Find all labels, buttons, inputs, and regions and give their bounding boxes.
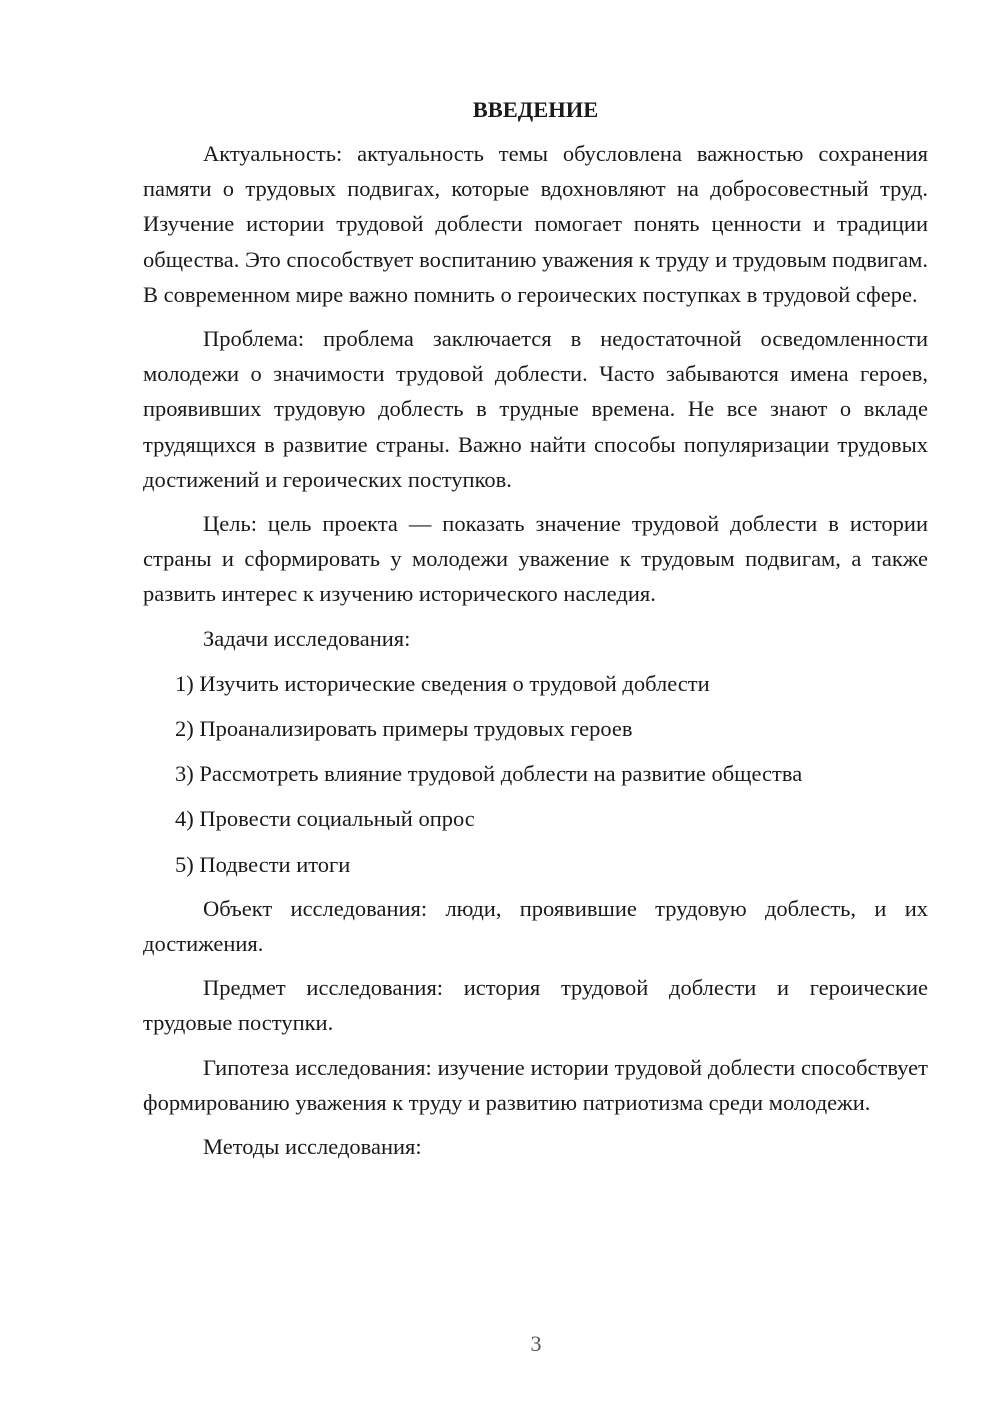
document-page (143, 92, 928, 1164)
list-item: 4) Провести социальный опрос (175, 806, 475, 832)
list-item: 3) Рассмотреть влияние трудовой доблести на развитие общества (175, 761, 803, 787)
object-paragraph: Объект исследования: люди, проявившие трудовую доблесть, и их достижения. (143, 895, 928, 957)
list-item: 2) Проанализировать примеры трудовых героев (175, 716, 633, 742)
tasks-list (143, 666, 928, 882)
methods-heading: Методы исследования: (203, 1134, 422, 1160)
goal-paragraph: Цель: цель проекта — показать значение трудовой доблести в истории страны и сформировать у молодежи уважение к трудовым подвигам, а также развить интерес к изучению исторического наследия. (143, 511, 928, 607)
list-item: 5) Подвести итоги (175, 851, 351, 877)
problem-paragraph: Проблема: проблема заключается в недостаточной осведомленности молодежи о значимости трудовой доблести. Часто забываются имена героев, проявивших трудовую доблесть в трудные времена. Не все знают о вкладе трудящихся в развитие страны. Важно найти способы популяризации трудовых достижений и героических поступков. (143, 326, 928, 492)
hypothesis-paragraph: Гипотеза исследования: изучение истории трудовой доблести способствует формированию уважения к труду и развитию патриотизма среди молодежи. (143, 1054, 928, 1115)
tasks-heading: Задачи исследования: (203, 625, 411, 651)
page-number: 3 (530, 1331, 542, 1356)
relevance-paragraph: Актуальность: актуальность темы обусловлена важностью сохранения памяти о трудовых подвигах, которые вдохновляют на добросовестный труд. Изучение истории трудовой доблести помогает понять ценности и традиции общества. Это способствует воспитанию уважения к труду и трудовым подвигам. В современном мире важно помнить о героических поступках в трудовой сфере. (143, 141, 928, 307)
subject-paragraph: Предмет исследования: история трудовой доблести и героические трудовые поступки. (143, 975, 928, 1036)
section-title: ВВЕДЕНИЕ (472, 97, 599, 122)
list-item: 1) Изучить исторические сведения о трудовой доблести (175, 670, 710, 696)
